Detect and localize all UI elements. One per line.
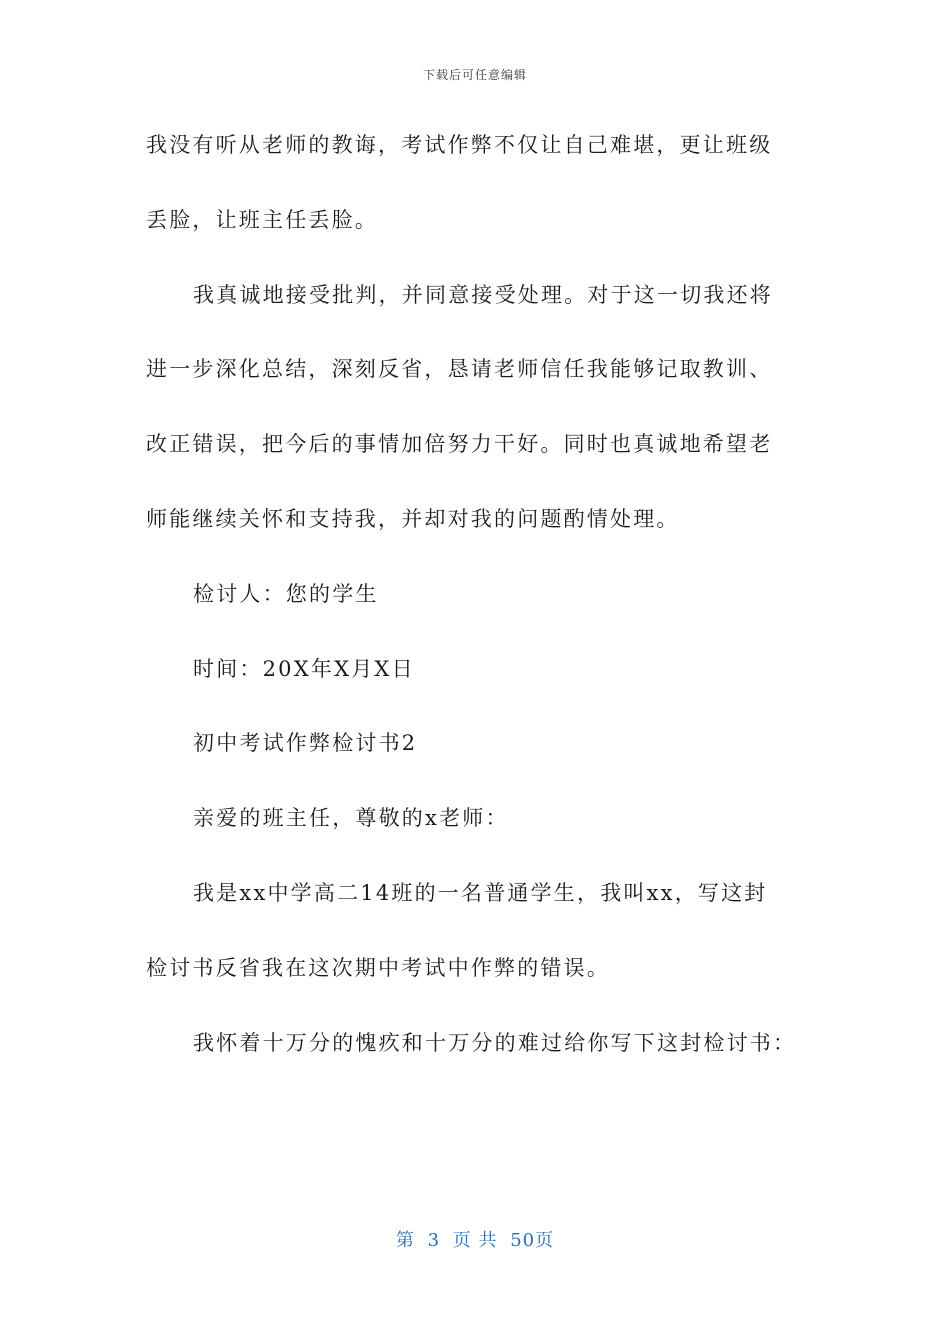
body-line-5: 改正错误，把今后的事情加倍努力干好。同时也真诚地希望老 [146, 432, 773, 456]
page-current: 3 [427, 1230, 441, 1251]
section-title: 初中考试作弊检讨书2 [193, 731, 418, 755]
page-total: 50页 [510, 1230, 555, 1251]
signature-line: 检讨人：您的学生 [193, 582, 379, 606]
body-line-4: 进一步深化总结，深刻反省，恳请老师信任我能够记取教训、 [146, 357, 773, 381]
body-line-3: 我真诚地接受批判，并同意接受处理。对于这一切我还将 [193, 283, 773, 307]
body-line-12: 检讨书反省我在这次期中考试中作弊的错误。 [146, 956, 610, 980]
page-mid: 页 共 [452, 1230, 498, 1251]
salutation-line: 亲爱的班主任，尊敬的x老师： [193, 806, 509, 830]
page-prefix: 第 [395, 1230, 415, 1251]
body-line-1: 我没有听从老师的教诲，考试作弊不仅让自己难堪，更让班级 [146, 133, 773, 157]
body-line-2: 丢脸，让班主任丢脸。 [146, 208, 378, 232]
date-line: 时间：20X年X月X日 [193, 657, 415, 681]
page-header-note: 下载后可任意编辑 [422, 68, 527, 82]
body-line-11: 我是xx中学高二14班的一名普通学生，我叫xx，写这封 [193, 881, 768, 905]
body-line-13: 我怀着十万分的愧疚和十万分的难过给你写下这封检讨书： [193, 1031, 797, 1055]
body-line-6: 师能继续关怀和支持我，并却对我的问题酌情处理。 [146, 507, 680, 531]
page-number-footer [0, 1226, 950, 1252]
